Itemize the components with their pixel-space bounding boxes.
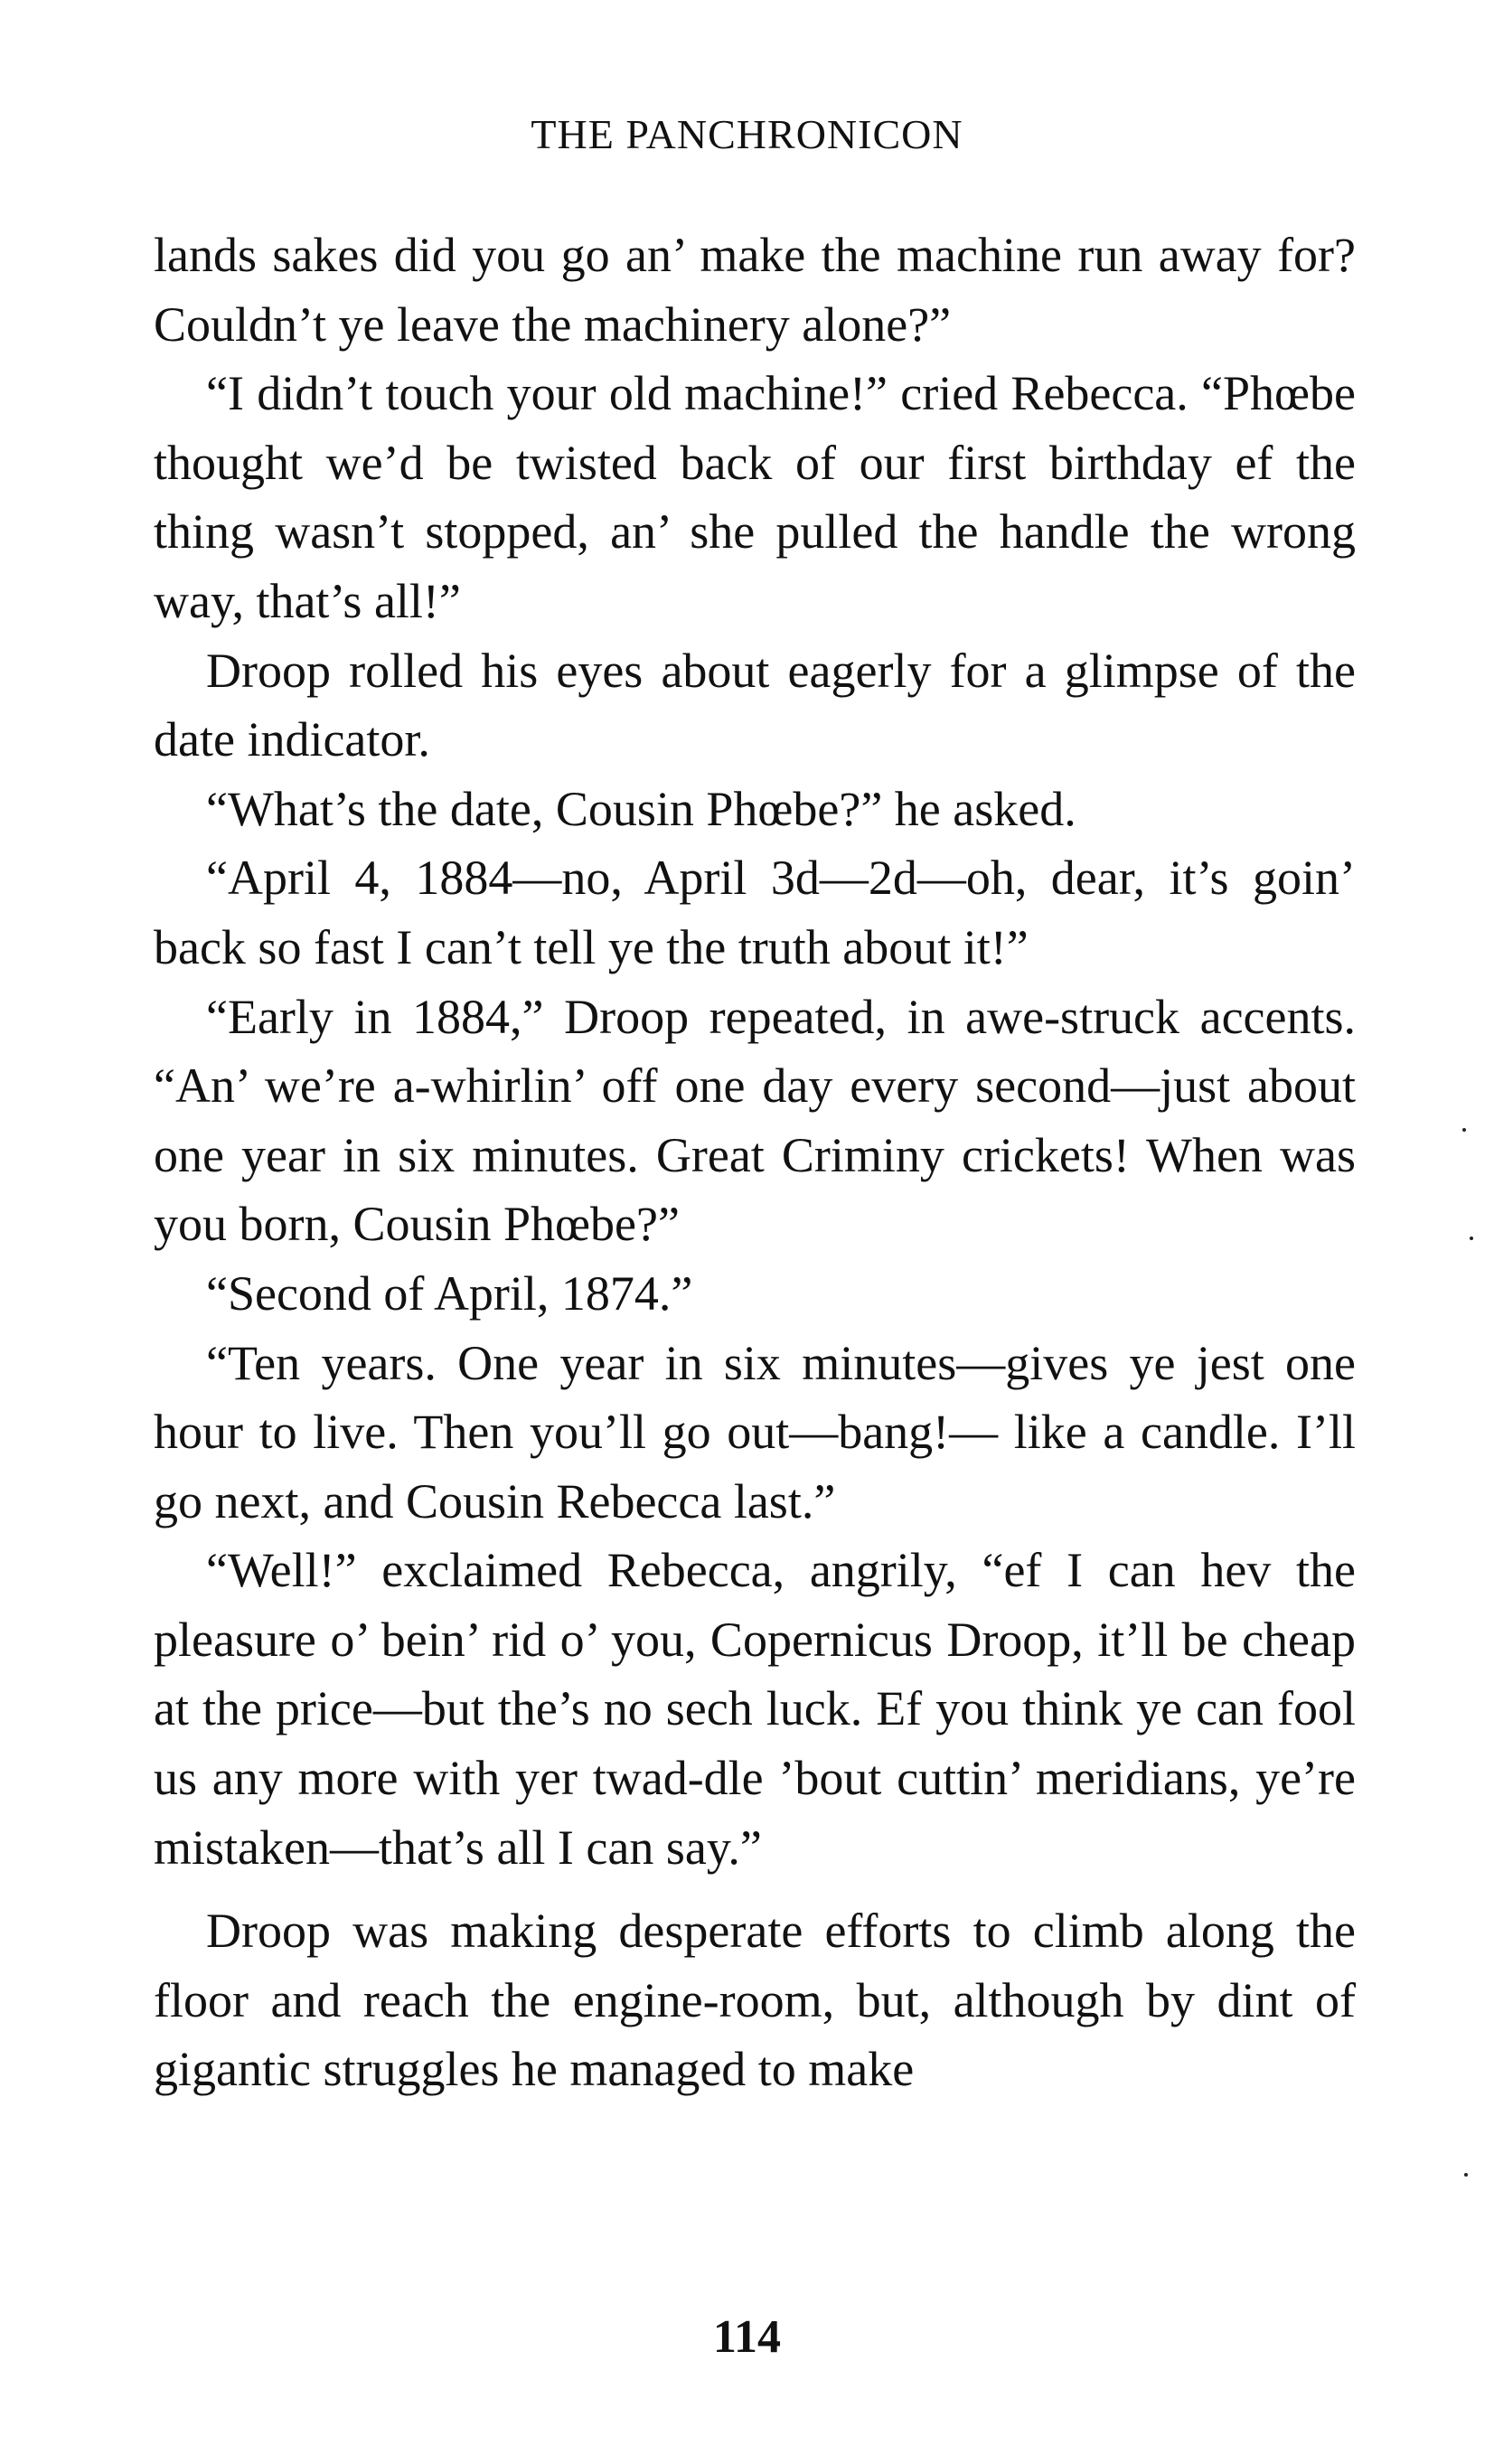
paragraph-8: “Ten years. One year in six minutes—gives ye jest one hour to live. Then you’ll go out—bang!— like a candle. I’ll go next, and Cousin Rebecca last.”: [154, 1335, 1356, 1528]
paragraph-2: “I didn’t touch your old machine!” cried Rebecca. “Phœbe thought we’d be twisted back of our first birthday ef the thing wasn’t stopped, an’ she pulled the handle the wrong way, that’s all!”: [154, 366, 1356, 628]
scan-speck: [1470, 1237, 1473, 1240]
page-body: [154, 221, 1356, 2104]
scan-speck: [1462, 1128, 1466, 1132]
page-number: 114: [712, 2311, 782, 2363]
paragraph-6: “Early in 1884,” Droop repeated, in awe-struck accents. “An’ we’re a-whirlin’ off one day every second—just about one year in six minutes. Great Criminy crickets! When was you born, Cousin Phœbe?”: [154, 989, 1356, 1252]
paragraph-5: “April 4, 1884—no, April 3d—2d—oh, dear, it’s goin’ back so fast I can’t tell ye the truth about it!”: [154, 851, 1356, 974]
paragraph-7: “Second of April, 1874.”: [206, 1265, 693, 1321]
scan-speck: [1464, 2173, 1468, 2177]
paragraph-4: “What’s the date, Cousin Phœbe?” he asked.: [206, 781, 1076, 836]
paragraph-1: lands sakes did you go an’ make the machine run away for? Couldn’t ye leave the machinery alone?”: [154, 228, 1356, 352]
paragraph-3: Droop rolled his eyes about eagerly for a glimpse of the date indicator.: [154, 643, 1356, 767]
paragraph-10: Droop was making desperate efforts to climb along the floor and reach the engine-room, but, although by dint of gigantic struggles he managed to make: [154, 1904, 1356, 2097]
running-title: THE PANCHRONICON: [531, 111, 963, 157]
paragraph-9: “Well!” exclaimed Rebecca, angrily, “ef I can hev the pleasure o’ bein’ rid o’ you, Copernicus Droop, it’ll be cheap at the price—but the’s no sech luck. Ef you think ye can fool us any more with yer twad-dle ’bout cuttin’ meridians, ye’re mistaken—that’s all I can say.”: [154, 1543, 1356, 1875]
